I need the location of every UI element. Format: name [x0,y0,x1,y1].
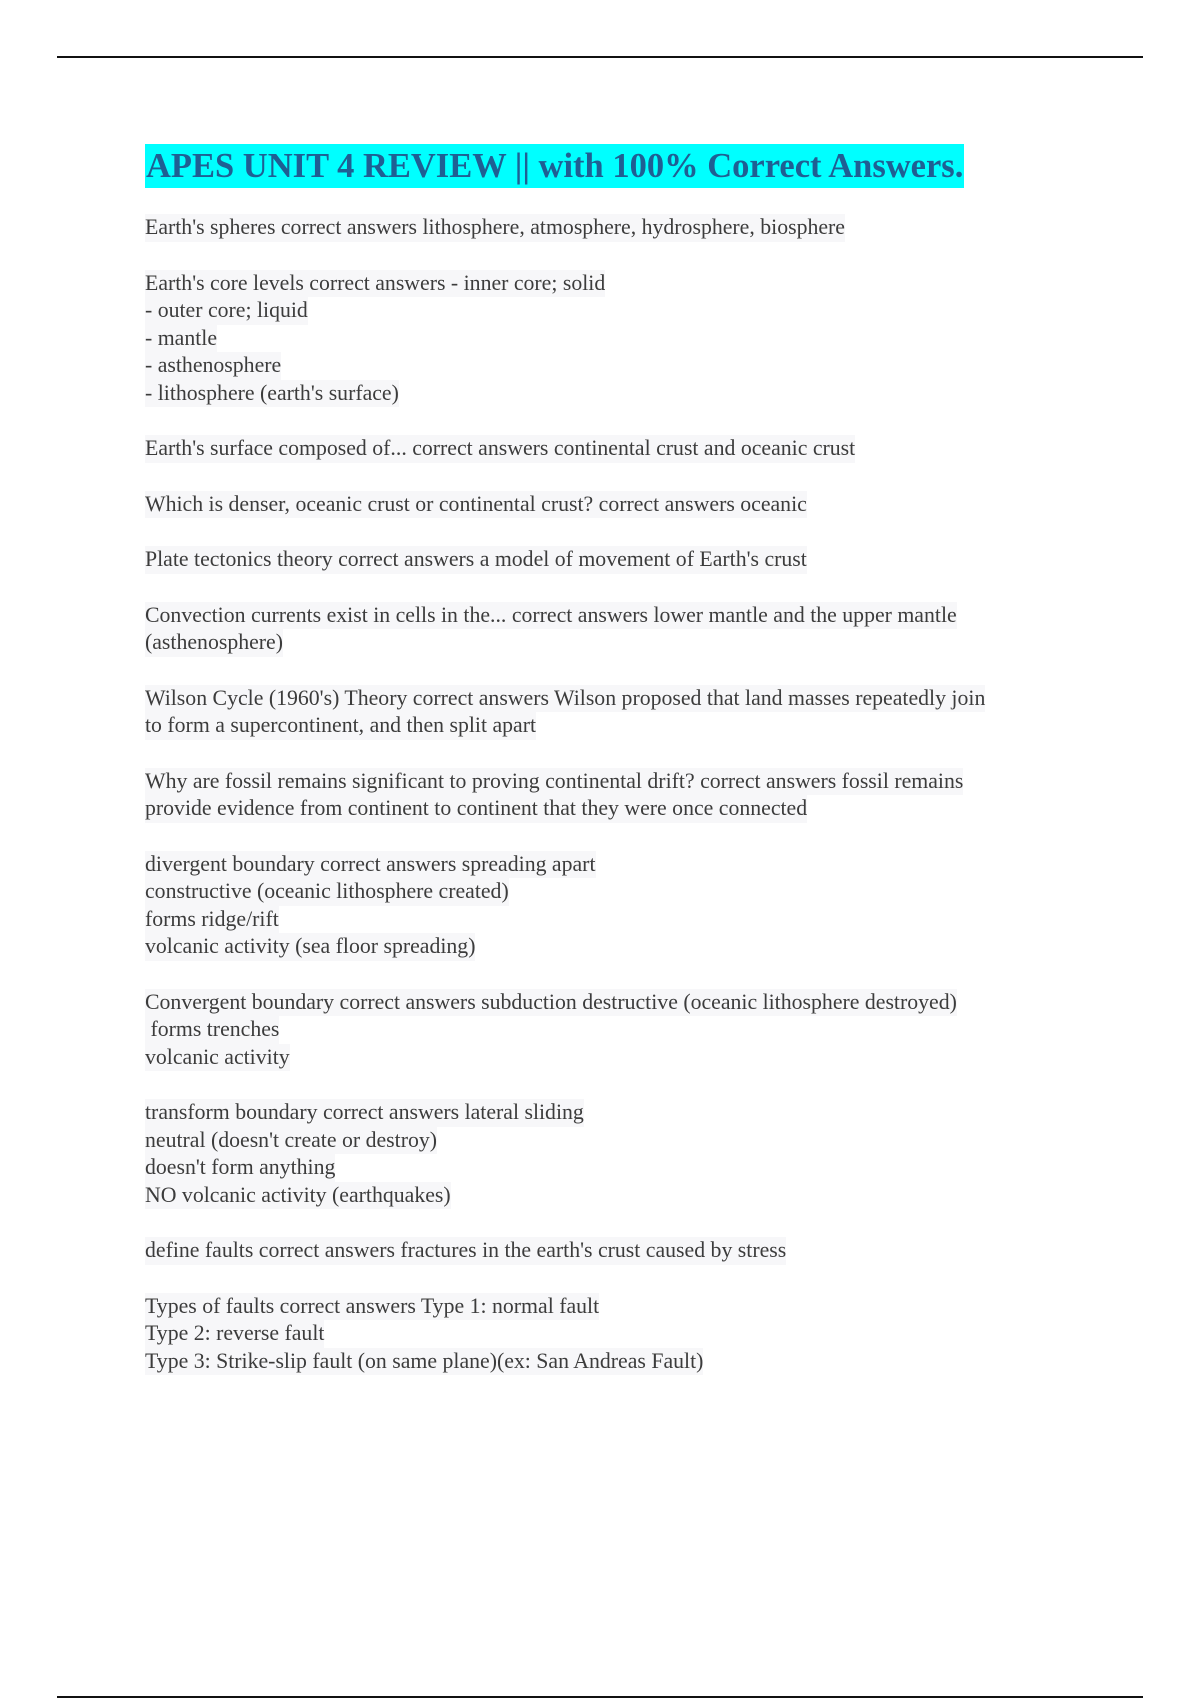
qa-entry-answer-line: forms trenches [145,1016,279,1044]
qa-entry-answer-line: NO volcanic activity (earthquakes) [145,1182,451,1210]
qa-entry [145,768,1095,823]
qa-entry-answer-line: to form a supercontinent, and then split apart [145,712,536,740]
qa-entry [145,989,1095,1072]
qa-entry-answer-line: volcanic activity [145,1044,290,1072]
qa-entry-answer-line: (asthenosphere) [145,629,283,657]
qa-entry [145,546,1095,574]
qa-entry-answer-line: Type 3: Strike-slip fault (on same plane)(ex: San Andreas Fault) [145,1348,703,1376]
qa-entry-question-line: Convergent boundary correct answers subduction destructive (oceanic lithosphere destroyed) [145,989,957,1017]
qa-entry-answer-line: - asthenosphere [145,352,281,380]
qa-entry-list [145,214,1095,1375]
qa-entry-question-line: Plate tectonics theory correct answers a model of movement of Earth's crust [145,546,807,574]
qa-entry [145,851,1095,961]
qa-entry-question-line: Convection currents exist in cells in the... correct answers lower mantle and the upper mantle [145,602,957,630]
qa-entry [145,1293,1095,1376]
document-body [145,144,1095,1403]
qa-entry-answer-line: - outer core; liquid [145,297,308,325]
qa-entry [145,214,1095,242]
qa-entry-question-line: Earth's surface composed of... correct answers continental crust and oceanic crust [145,435,855,463]
qa-entry [145,1237,1095,1265]
qa-entry-answer-line: forms ridge/rift [145,906,279,934]
qa-entry-question-line: Wilson Cycle (1960's) Theory correct answers Wilson proposed that land masses repeatedly join [145,685,985,713]
qa-entry [145,435,1095,463]
qa-entry-question-line: Why are fossil remains significant to proving continental drift? correct answers fossil remains [145,768,963,796]
qa-entry [145,602,1095,657]
qa-entry-answer-line: constructive (oceanic lithosphere created) [145,878,509,906]
document-title: APES UNIT 4 REVIEW || with 100% Correct Answers. [145,144,964,188]
qa-entry-answer-line: - mantle [145,325,217,353]
qa-entry [145,270,1095,408]
qa-entry-question-line: divergent boundary correct answers spreading apart [145,851,596,879]
qa-entry-answer-line: doesn't form anything [145,1154,335,1182]
qa-entry-question-line: Types of faults correct answers Type 1: normal fault [145,1293,599,1321]
qa-entry [145,491,1095,519]
qa-entry-question-line: Earth's spheres correct answers lithosphere, atmosphere, hydrosphere, biosphere [145,214,845,242]
qa-entry-question-line: transform boundary correct answers lateral sliding [145,1099,584,1127]
top-rule [57,56,1143,58]
qa-entry-answer-line: Type 2: reverse fault [145,1320,324,1348]
qa-entry-answer-line: provide evidence from continent to continent that they were once connected [145,795,807,823]
qa-entry-answer-line: volcanic activity (sea floor spreading) [145,933,475,961]
qa-entry [145,685,1095,740]
bottom-rule [57,1696,1143,1698]
qa-entry-answer-line: neutral (doesn't create or destroy) [145,1127,437,1155]
qa-entry-answer-line: - lithosphere (earth's surface) [145,380,399,408]
qa-entry-question-line: Earth's core levels correct answers - inner core; solid [145,270,605,298]
qa-entry-question-line: define faults correct answers fractures in the earth's crust caused by stress [145,1237,786,1265]
qa-entry-question-line: Which is denser, oceanic crust or continental crust? correct answers oceanic [145,491,807,519]
qa-entry [145,1099,1095,1209]
